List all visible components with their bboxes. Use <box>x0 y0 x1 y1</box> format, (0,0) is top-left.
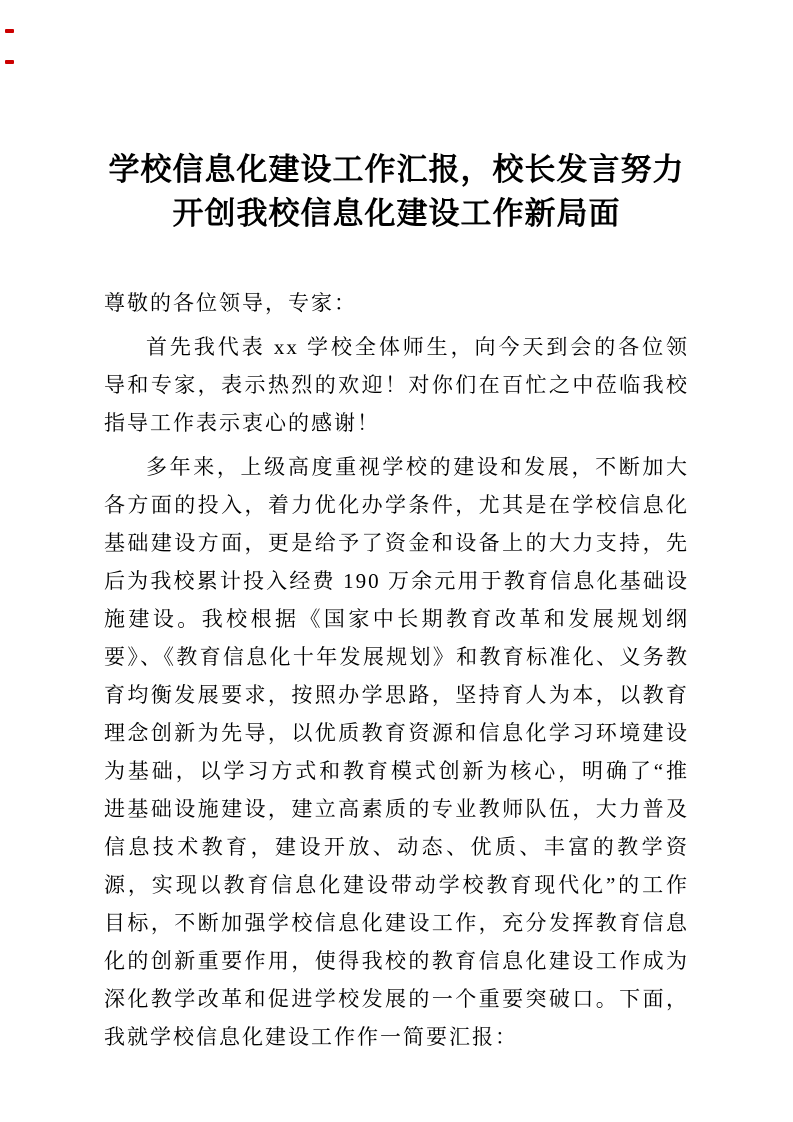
red-edge-mark <box>5 60 14 64</box>
document-title-line-1: 学校信息化建设工作汇报，校长发言努力 <box>108 152 685 187</box>
report-overview-paragraph: 多年来，上级高度重视学校的建设和发展，不断加大各方面的投入，着力优化办学条件，尤其是在学校信息化基础建设方面，更是给予了资金和设备上的大力支持，先后为我校累计投入经费 190 万余元用于教育信息化基础设施建设。我校根据《国家中长期教育改革和发展规划纲要》、《教育信息化十年发展规划》和教育标准化、义务教育均衡发展要求，按照办学思路，坚持育人为本，以教育理念创新为先导，以优质教育资源和信息化学习环境建设为基础，以学习方式和教育模式创新为核心，明确了“推进基础设施建设，建立高素质的专业教师队伍，大力普及信息技术教育，建设开放、动态、优质、丰富的教学资源，实现以教育信息化建设带动学校教育现代化”的工作目标，不断加强学校信息化建设工作，充分发挥教育信息化的创新重要作用，使得我校的教育信息化建设工作成为深化教学改革和促进学校发展的一个重要突破口。下面，我就学校信息化建设工作作一简要汇报： <box>104 455 689 1049</box>
red-edge-mark <box>5 29 14 33</box>
document-title <box>104 148 689 236</box>
document-body <box>104 284 689 1056</box>
document-title-line-2: 开创我校信息化建设工作新局面 <box>172 196 621 231</box>
salutation-paragraph: 尊敬的各位领导，专家： <box>104 291 357 315</box>
welcome-paragraph: 首先我代表 xx 学校全体师生，向今天到会的各位领导和专家，表示热烈的欢迎！对你们在百忙之中莅临我校指导工作表示衷心的感谢！ <box>104 335 689 435</box>
